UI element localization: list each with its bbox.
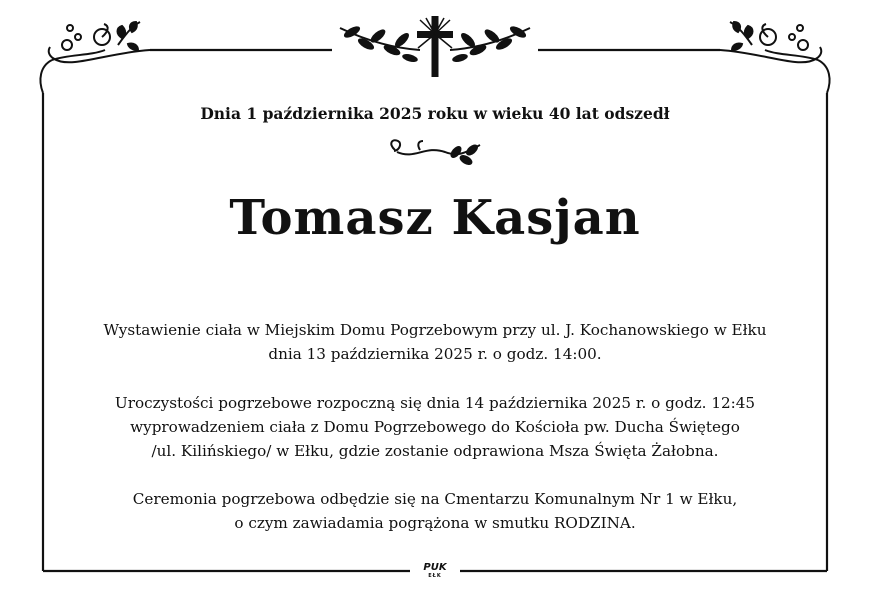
logo-sub: EŁK xyxy=(428,573,442,579)
intro-line: Dnia 1 października 2025 roku w wieku 40 lat odszedł xyxy=(200,104,670,123)
paragraph-line: Ceremonia pogrzebowa odbędzie się na Cmentarzu Komunalnym Nr 1 w Ełku, xyxy=(132,490,738,508)
paragraph-burial xyxy=(40,487,830,535)
paragraph-line: /ul. Kilińskiego/ w Ełku, gdzie zostanie odprawiona Msza Święta Żałobna. xyxy=(151,442,719,460)
paragraph-line: wyprowadzeniem ciała z Domu Pogrzebowego do Kościoła pw. Ducha Świętego xyxy=(130,418,740,436)
laurel-branch-icon xyxy=(340,24,420,63)
paragraph-line: o czym zawiadamia pogrążona w smutku RODZINA. xyxy=(234,514,636,532)
flourish-ornament-icon xyxy=(40,22,150,93)
paragraph-viewing xyxy=(40,318,830,366)
paragraph-line: Wystawienie ciała w Miejskim Domu Pogrzebowym przy ul. J. Kochanowskiego w Ełku xyxy=(103,321,767,339)
flourish-ornament-icon xyxy=(391,140,480,165)
flourish-ornament-icon xyxy=(720,22,830,93)
puk-logo xyxy=(413,563,457,579)
paragraph-line: Uroczystości pogrzebowe rozpoczną się dnia 14 października 2025 r. o godz. 12:45 xyxy=(114,394,756,412)
paragraph-line: dnia 13 października 2025 r. o godz. 14:00. xyxy=(268,345,602,363)
paragraph-ceremony xyxy=(40,391,830,463)
deceased-name: Tomasz Kasjan xyxy=(229,190,641,246)
logo-main: PUK xyxy=(423,562,447,573)
laurel-branch-icon xyxy=(450,24,530,63)
cross-icon xyxy=(417,16,453,77)
